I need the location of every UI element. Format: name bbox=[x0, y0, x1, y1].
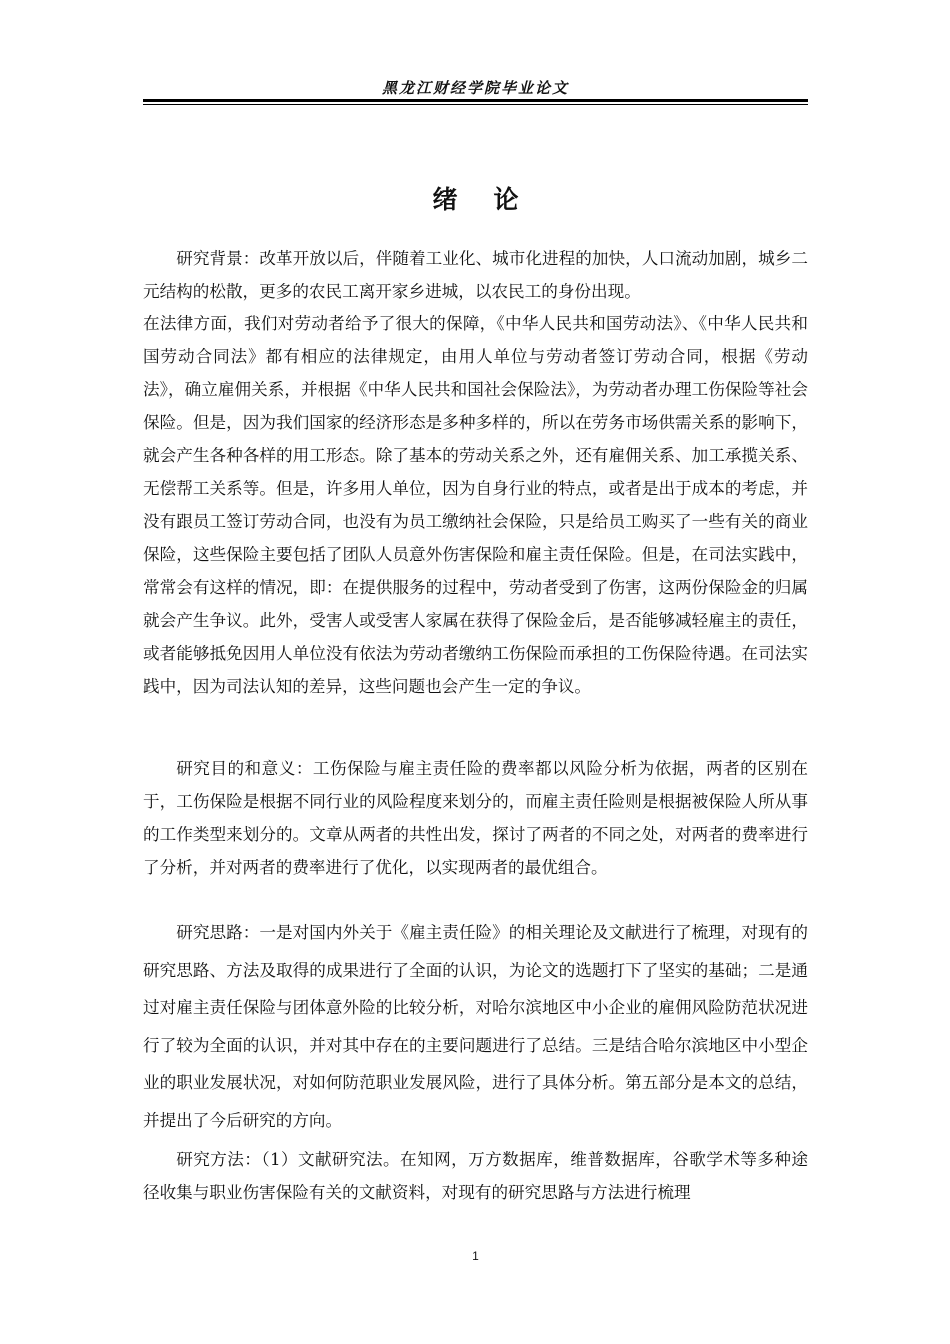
chapter-title: 绪论 bbox=[432, 185, 555, 214]
paragraph-research-method: 研究方法：（1）文献研究法。在知网，万方数据库，维普数据库，谷歌学术等多种途径收集与职业伤害保险有关的文献资料，对现有的研究思路与方法进行梳理 bbox=[143, 1150, 808, 1202]
paragraph-legal-aspect: 在法律方面，我们对劳动者给予了很大的保障，《中华人民共和国劳动法》、《中华人民共和国劳动合同法》都有相应的法律规定，由用人单位与劳动者签订劳动合同，根据《劳动法》，确立雇佣关系，并根据《中华人民共和国社会保险法》，为劳动者办理工伤保险等社会保险。但是，因为我们国家的经济形态是多种多样的，所以在劳务市场供需关系的影响下，就会产生各种各样的用工形态。除了基本的劳动关系之外，还有雇佣关系、加工承揽关系、无偿帮工关系等。但是，许多用人单位，因为自身行业的特点，或者是出于成本的考虑，并没有跟员工签订劳动合同，也没有为员工缴纳社会保险，只是给员工购买了一些有关的商业保险，这些保险主要包括了团队人员意外伤害保险和雇主责任保险。但是，在司法实践中，常常会有这样的情况，即：在提供服务的过程中，劳动者受到了伤害，这两份保险金的归属就会产生争议。此外，受害人或受害人家属在获得了保险金后，是否能够减轻雇主的责任，或者能够抵免因用人单位没有依法为劳动者缴纳工伤保险而承担的工伤保险待遇。在司法实践中，因为司法认知的差异，这些问题也会产生一定的争议。 bbox=[143, 314, 808, 696]
running-header: 黑龙江财经学院毕业论文 bbox=[381, 79, 569, 97]
header-rule-thin bbox=[143, 104, 808, 105]
page-number: 1 bbox=[472, 1249, 479, 1263]
paragraph-research-background: 研究背景：改革开放以后，伴随着工业化、城市化进程的加快，人口流动加剧，城乡二元结构的松散，更多的农民工离开家乡进城，以农民工的身份出现。 bbox=[143, 249, 808, 301]
paragraph-research-approach: 研究思路：一是对国内外关于《雇主责任险》的相关理论及文献进行了梳理，对现有的研究思路、方法及取得的成果进行了全面的认识，为论文的选题打下了坚实的基础；二是通过对雇主责任保险与团体意外险的比较分析，对哈尔滨地区中小企业的雇佣风险防范状况进行了较为全面的认识，并对其中存在的主要问题进行了总结。三是结合哈尔滨地区中小型企业的职业发展状况，对如何防范职业发展风险，进行了具体分析。第五部分是本文的总结，并提出了今后研究的方向。 bbox=[143, 923, 808, 1130]
header-rule-thick bbox=[143, 99, 808, 102]
paragraph-research-purpose: 研究目的和意义：工伤保险与雇主责任险的费率都以风险分析为依据，两者的区别在于，工伤保险是根据不同行业的风险程度来划分的，而雇主责任险则是根据被保险人所从事的工作类型来划分的。文章从两者的共性出发，探讨了两者的不同之处，对两者的费率进行了分析，并对两者的费率进行了优化，以实现两者的最优组合。 bbox=[143, 759, 808, 877]
